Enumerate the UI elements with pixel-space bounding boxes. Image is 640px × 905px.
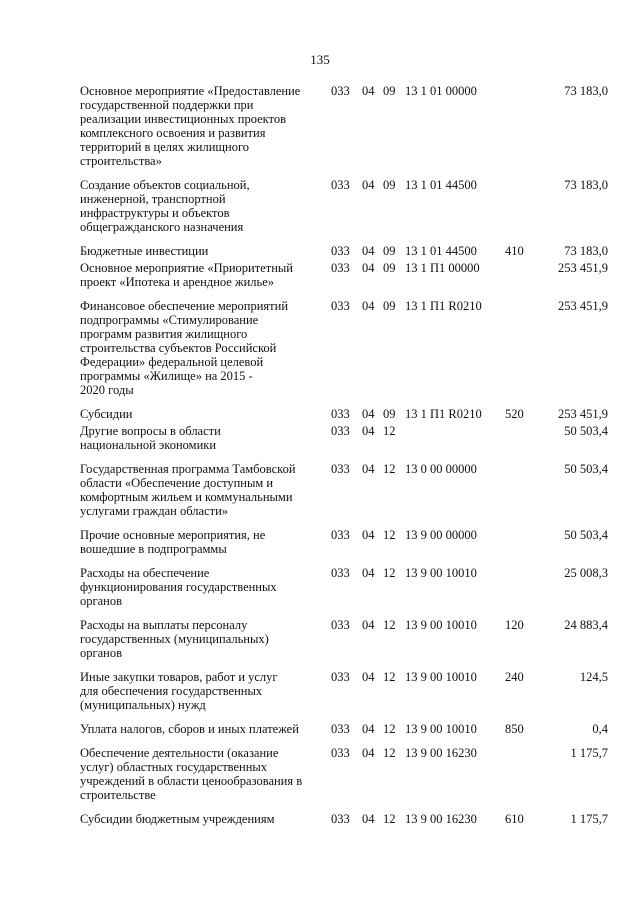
expense-type-code: 120 xyxy=(505,618,524,632)
target-code: 13 1 01 00000 xyxy=(405,84,477,98)
ministry-code: 033 xyxy=(331,84,350,98)
subsection-code: 12 xyxy=(383,462,396,476)
ministry-code: 033 xyxy=(331,261,350,275)
ministry-code: 033 xyxy=(331,746,350,760)
table-row xyxy=(80,746,608,802)
section-code: 04 xyxy=(362,670,375,684)
row-name: Создание объектов социальной, инженерной, транспортной инфраструктуры и объектов общегражданского назначения xyxy=(80,178,250,234)
target-code: 13 9 00 16230 xyxy=(405,812,477,826)
section-code: 04 xyxy=(362,618,375,632)
subsection-code: 12 xyxy=(383,812,396,826)
row-name: Основное мероприятие «Приоритетный проект «Ипотека и арендное жилье» xyxy=(80,261,294,289)
section-code: 04 xyxy=(362,566,375,580)
subsection-code: 09 xyxy=(383,84,396,98)
target-code: 13 1 П1 00000 xyxy=(405,261,480,275)
subsection-code: 12 xyxy=(383,670,396,684)
subsection-code: 09 xyxy=(383,299,396,313)
amount: 0,4 xyxy=(592,722,608,736)
amount: 253 451,9 xyxy=(558,407,608,421)
row-name: Прочие основные мероприятия, не вошедшие в подпрограммы xyxy=(80,528,266,556)
page-number: 135 xyxy=(310,52,330,67)
subsection-code: 12 xyxy=(383,566,396,580)
row-name: Другие вопросы в области национальной экономики xyxy=(80,424,221,452)
table-row xyxy=(80,670,608,712)
table-row xyxy=(80,618,608,660)
ministry-code: 033 xyxy=(331,528,350,542)
table-row xyxy=(80,722,608,736)
subsection-code: 09 xyxy=(383,407,396,421)
section-code: 04 xyxy=(362,722,375,736)
table-row xyxy=(80,244,608,258)
amount: 73 183,0 xyxy=(564,84,608,98)
subsection-code: 12 xyxy=(383,746,396,760)
section-code: 04 xyxy=(362,407,375,421)
ministry-code: 033 xyxy=(331,618,350,632)
target-code: 13 0 00 00000 xyxy=(405,462,477,476)
target-code: 13 9 00 10010 xyxy=(405,618,477,632)
row-name: Расходы на выплаты персоналу государственных (муниципальных) органов xyxy=(80,618,269,660)
table-row xyxy=(80,84,608,168)
ministry-code: 033 xyxy=(331,566,350,580)
ministry-code: 033 xyxy=(331,722,350,736)
subsection-code: 12 xyxy=(383,528,396,542)
target-code: 13 1 01 44500 xyxy=(405,178,477,192)
expense-type-code: 240 xyxy=(505,670,524,684)
amount: 253 451,9 xyxy=(558,299,608,313)
section-code: 04 xyxy=(362,424,375,438)
ministry-code: 033 xyxy=(331,462,350,476)
row-name: Субсидии бюджетным учреждениям xyxy=(80,812,275,826)
ministry-code: 033 xyxy=(331,299,350,313)
table-row xyxy=(80,299,608,397)
target-code: 13 9 00 10010 xyxy=(405,722,477,736)
table-row xyxy=(80,178,608,234)
subsection-code: 12 xyxy=(383,424,396,438)
section-code: 04 xyxy=(362,178,375,192)
amount: 253 451,9 xyxy=(558,261,608,275)
section-code: 04 xyxy=(362,528,375,542)
table-row xyxy=(80,812,608,826)
ministry-code: 033 xyxy=(331,407,350,421)
target-code: 13 9 00 10010 xyxy=(405,566,477,580)
row-name: Обеспечение деятельности (оказание услуг) областных государственных учреждений в области ценообразования в строительстве xyxy=(80,746,303,802)
amount: 50 503,4 xyxy=(564,462,608,476)
row-name: Бюджетные инвестиции xyxy=(80,244,209,258)
subsection-code: 12 xyxy=(383,618,396,632)
section-code: 04 xyxy=(362,746,375,760)
ministry-code: 033 xyxy=(331,812,350,826)
budget-table xyxy=(80,84,608,836)
amount: 50 503,4 xyxy=(564,528,608,542)
row-name: Государственная программа Тамбовской области «Обеспечение доступным и комфортным жильем и коммунальными услугами граждан области» xyxy=(80,462,296,518)
target-code: 13 1 П1 R0210 xyxy=(405,407,482,421)
table-row xyxy=(80,462,608,518)
amount: 1 175,7 xyxy=(570,746,608,760)
ministry-code: 033 xyxy=(331,424,350,438)
expense-type-code: 850 xyxy=(505,722,524,736)
ministry-code: 033 xyxy=(331,178,350,192)
amount: 50 503,4 xyxy=(564,424,608,438)
section-code: 04 xyxy=(362,462,375,476)
table-row xyxy=(80,261,608,289)
subsection-code: 09 xyxy=(383,261,396,275)
section-code: 04 xyxy=(362,812,375,826)
expense-type-code: 410 xyxy=(505,244,524,258)
amount: 24 883,4 xyxy=(564,618,608,632)
expense-type-code: 610 xyxy=(505,812,524,826)
target-code: 13 9 00 10010 xyxy=(405,670,477,684)
ministry-code: 033 xyxy=(331,670,350,684)
target-code: 13 9 00 16230 xyxy=(405,746,477,760)
table-row xyxy=(80,424,608,452)
subsection-code: 09 xyxy=(383,244,396,258)
table-row xyxy=(80,528,608,556)
target-code: 13 9 00 00000 xyxy=(405,528,477,542)
amount: 124,5 xyxy=(579,670,608,684)
table-row xyxy=(80,407,608,421)
section-code: 04 xyxy=(362,244,375,258)
target-code: 13 1 П1 R0210 xyxy=(405,299,482,313)
amount: 73 183,0 xyxy=(564,244,608,258)
subsection-code: 09 xyxy=(383,178,396,192)
subsection-code: 12 xyxy=(383,722,396,736)
row-name: Субсидии xyxy=(80,407,133,421)
amount: 1 175,7 xyxy=(570,812,608,826)
target-code: 13 1 01 44500 xyxy=(405,244,477,258)
row-name: Основное мероприятие «Предоставление государственной поддержки при реализации инвестиционных проектов комплексного освоения и развития территорий в целях жилищного строительства» xyxy=(80,84,301,168)
section-code: 04 xyxy=(362,299,375,313)
row-name: Иные закупки товаров, работ и услуг для обеспечения государственных (муниципальных) нужд xyxy=(80,670,278,712)
amount: 73 183,0 xyxy=(564,178,608,192)
expense-type-code: 520 xyxy=(505,407,524,421)
row-name: Финансовое обеспечение мероприятий подпрограммы «Стимулирование программ развития жилищного строительства субъектов Российской Федерации» федеральной целевой программы «Жилище» на 2015 - 2020 годы xyxy=(80,299,289,397)
section-code: 04 xyxy=(362,84,375,98)
table-row xyxy=(80,566,608,608)
ministry-code: 033 xyxy=(331,244,350,258)
section-code: 04 xyxy=(362,261,375,275)
row-name: Расходы на обеспечение функционирования государственных органов xyxy=(80,566,277,608)
row-name: Уплата налогов, сборов и иных платежей xyxy=(80,722,299,736)
amount: 25 008,3 xyxy=(564,566,608,580)
